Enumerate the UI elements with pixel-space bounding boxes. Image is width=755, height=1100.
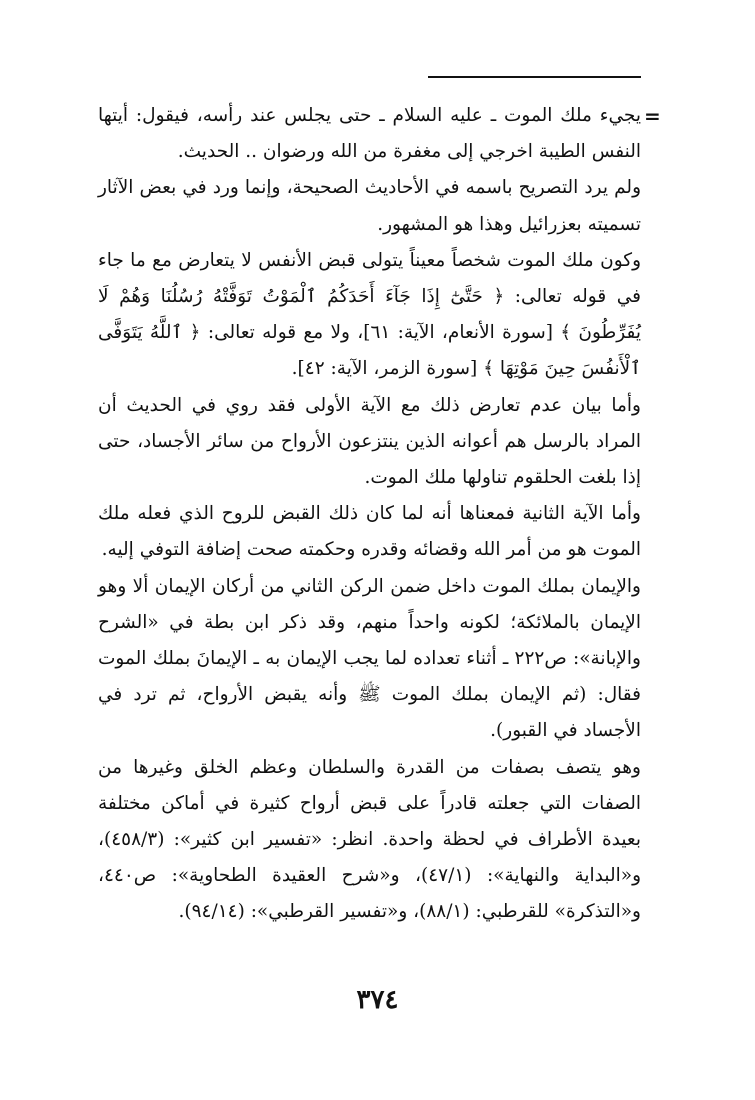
footnote-paragraph: وكون ملك الموت شخصاً معيناً يتولى قبض الأنفس لا يتعارض مع ما جاء في قوله تعالى: ﴿ حَتَّىٰٓ إِذَا جَآءَ أَحَدَكُمُ ٱلْمَوْتُ تَوَفَّتْهُ رُسُلُنَا وَهُمْ لَا يُفَرِّطُونَ ﴾ [سورة الأنعام، الآية: ٦١]، ولا مع قوله تعالى: ﴿ ٱللَّهُ يَتَوَفَّى ٱلْأَنفُسَ حِينَ مَوْتِهَا ﴾ [سورة الزمر، الآية: ٤٢]. [98,249,642,380]
continuation-mark: = [644,104,661,128]
page-number: ٣٧٤ [356,985,399,1015]
footnote-paragraph: يجيء ملك الموت ـ عليه السلام ـ حتى يجلس عند رأسه، فيقول: أيتها النفس الطيبة اخرجي إلى مغفرة من الله ورضوان .. الحديث. [98,105,641,163]
footnote-paragraph: وهو يتصف بصفات من القدرة والسلطان وعظم الخلق وغيرها من الصفات التي جعلته قادراً على قبض أرواح كثيرة في أماكن مختلفة بعيدة الأطراف في لحظة واحدة. انظر: «تفسير ابن كثير»: (٤٥٨/٣)، و«البداية والنهاية»: (٤٧/١)، و«شرح العقيدة الطحاوية»: ص٤٤٠، و«التذكرة» للقرطبي: (٨٨/١)، و«تفسير القرطبي»: (٩٤/١٤). [98,756,642,923]
footnote-paragraph: ولم يرد التصريح باسمه في الأحاديث الصحيحة، وإنما ورد في بعض الآثار تسميته بعزرائيل وهذا هو المشهور. [98,177,641,235]
footnote-separator-rule [428,76,641,78]
footnote-paragraph: والإيمان بملك الموت داخل ضمن الركن الثاني من أركان الإيمان ألا وهو الإيمان بالملائكة؛ لكونه واحداً منهم، وقد ذكر ابن بطة في «الشرح والإبانة»: ص٢٢٢ ـ أثناء تعداده لما يجب الإيمان به ـ الإيمانَ بملك الموت فقال: (ثم الإيمان بملك الموت ﷺ وأنه يقبض الأرواح، ثم ترد في الأجساد في القبور). [98,575,641,742]
footnote-paragraph: وأما الآية الثانية فمعناها أنه لما كان ذلك القبض للروح الذي فعله ملك الموت هو من أمر الله وقضائه وقدره وحكمته صحت إضافة التوفي إليه. [98,503,641,561]
footnote-paragraph: وأما بيان عدم تعارض ذلك مع الآية الأولى فقد روي في الحديث أن المراد بالرسل هم أعوانه الذين ينتزعون الأرواح من سائر الأجساد، حتى إذا بلغت الحلقوم تناولها ملك الموت. [98,394,641,489]
footnote-text [98,98,641,931]
